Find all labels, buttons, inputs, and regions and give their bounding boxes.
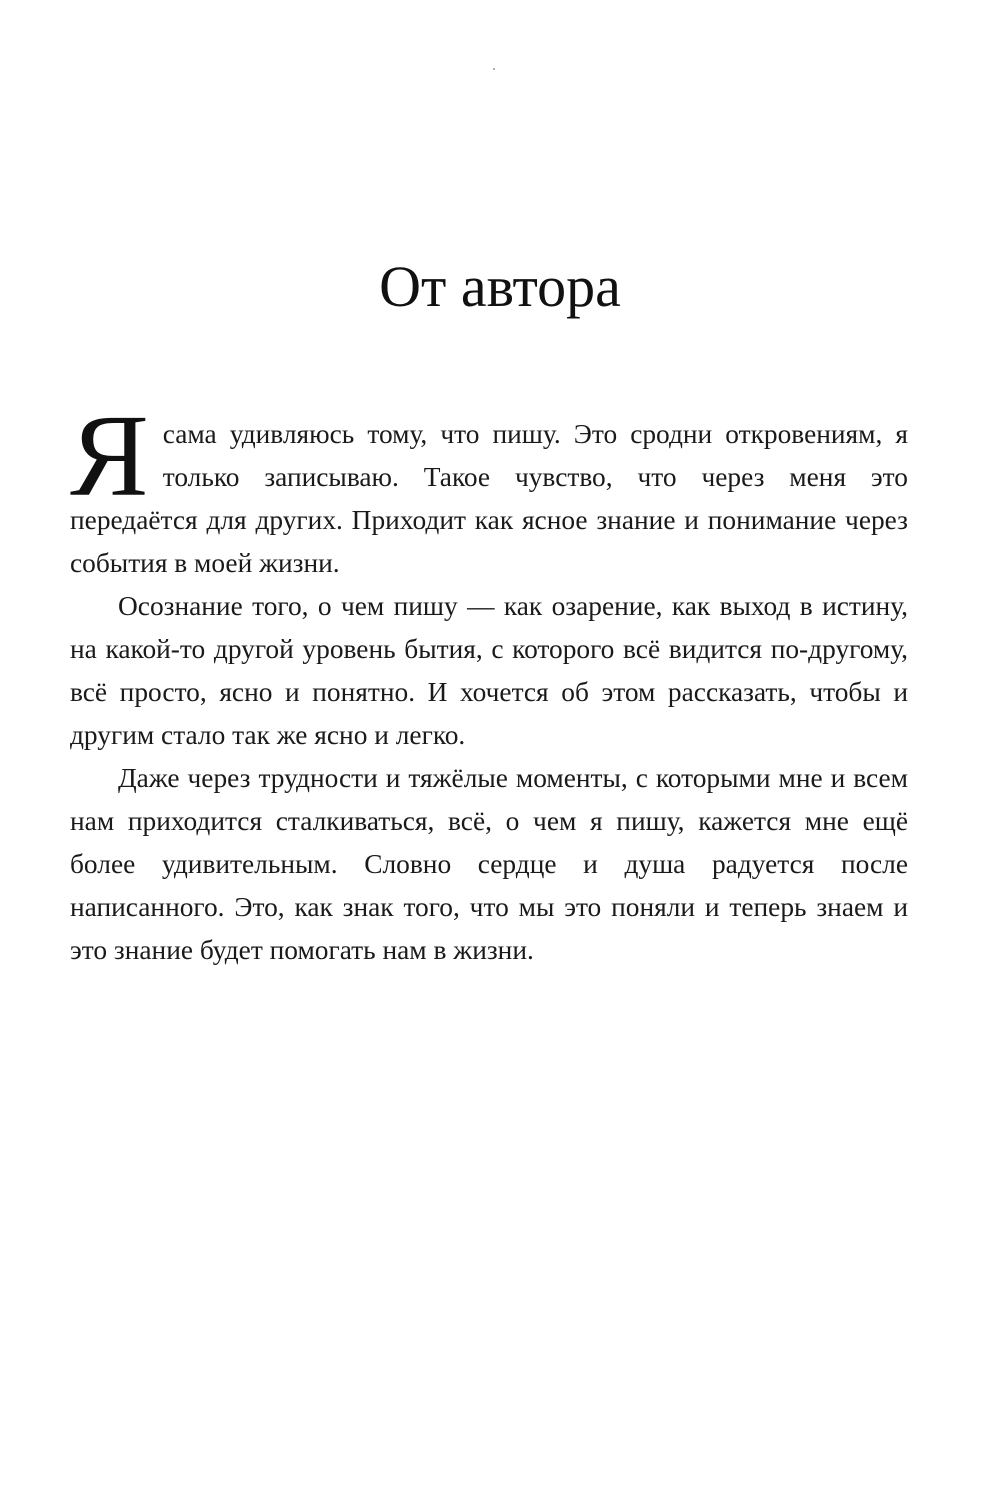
paragraph-2: Осознание того, о чем пишу — как озарение, как выход в истину, на какой-то другой уровень бытия, с которого всё видится по-другому, всё просто, ясно и понятно. И хочется об этом рассказать, чтобы и другим стало так же ясно и легко. xyxy=(70,591,908,750)
drop-cap: Я xyxy=(70,390,149,521)
body-text xyxy=(70,390,908,972)
paragraph-1-text: сама удивляюсь тому, что пишу. Это сродни откровениям, я только записываю. Такое чувство, что через меня это передаётся для других. Приходит как ясное знание и понимание через события в моей жизни. xyxy=(70,419,908,578)
chapter-title: От автора xyxy=(379,254,621,319)
scan-speck xyxy=(493,68,495,70)
paragraph-3: Даже через трудности и тяжёлые моменты, с которыми мне и всем нам приходится сталкиваться, всё, о чем я пишу, кажется мне ещё более удивительным. Словно сердце и душа радуется после написанного. Это, как знак того, что мы это поняли и теперь знаем и это знание будет помогать нам в жизни. xyxy=(70,763,908,965)
paragraph-1 xyxy=(70,390,908,585)
